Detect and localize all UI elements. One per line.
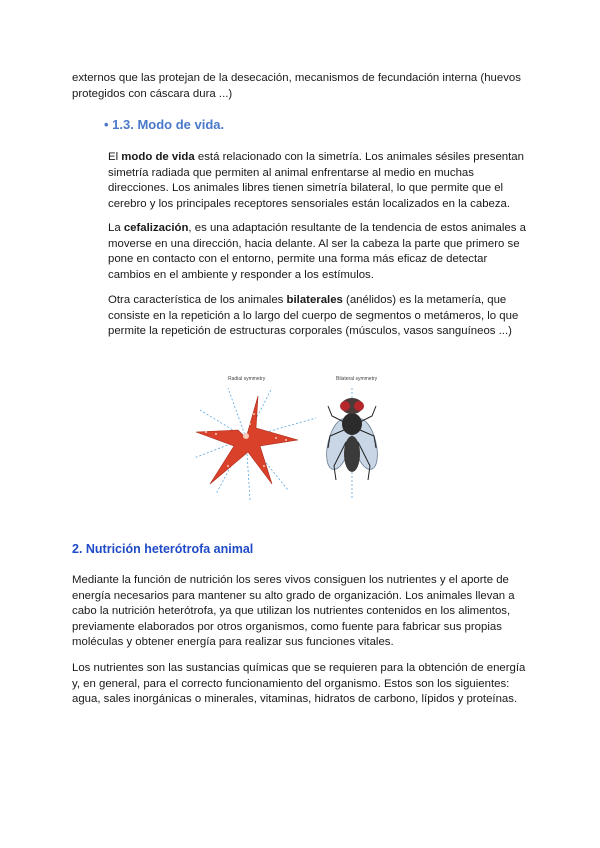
intro-line-1: externos que las protejan de la desecación, mecanismos de fecundación interna (huevos — [72, 72, 521, 84]
intro-line-2: protegidos con cáscara dura ...) — [72, 87, 233, 100]
modo-de-vida-term: modo de vida — [121, 151, 195, 163]
fly-icon — [322, 388, 382, 500]
starfish-icon — [194, 388, 316, 500]
symmetry-figure — [188, 366, 408, 516]
nutricion-paragraph-2: Los nutrientes son las sustancias químicas que se requieren para la obtención de energía y, en general, para el correcto funcionamiento del organismo. Estos son los siguientes: agua, sales inorgánicas o minerales, vitaminas, hidratos de carbono, lípidos y proteínas. — [72, 662, 526, 706]
intro-text — [72, 71, 532, 102]
radial-symmetry-caption: Radial symmetry — [228, 376, 266, 382]
section-1-3-heading: • 1.3. Modo de vida. — [104, 117, 225, 132]
nutricion-paragraph-1: Mediante la función de nutrición los seres vivos consiguen los nutrientes y el aporte de energía necesarios para mantener su alto grado de organización. Los animales llevan a cabo la nutrición heterótrofa, ya que utilizan los nutrientes contenidos en los alimentos, previamente elaborados por otros organismos, como fuente para fabricar sus propias moléculas y obtener energía para realizar sus funciones vitales. — [72, 574, 515, 649]
bilateral-symmetry-caption: Bilateral symmetry — [336, 376, 378, 382]
cefalizacion-term: cefalización — [123, 222, 189, 234]
cefalizacion-paragraph: La cefalización, es una adaptación resultante de la tendencia de estos animales a moverse en una dirección, hacia delante. Al ser la cabeza la parte que primero se pone en contacto con el entorno, permite una forma más eficaz de detectar cambios en el ambiente y responder a los estímulos. — [108, 222, 526, 281]
modo-de-vida-paragraph: El modo de vida está relacionado con la simetría. Los animales sésiles presentan simetría radiada que permiten al animal enfrentarse al medio en muchas direcciones. Los animales libres tienen simetría bilateral, lo que permite que el cerebro y los principales receptores sensoriales están localizados en la cabeza. — [108, 151, 524, 210]
section-2-heading: 2. Nutrición heterótrofa animal — [72, 542, 254, 556]
symmetry-illustration — [188, 366, 408, 516]
bilaterales-paragraph: Otra característica de los animales bilaterales (anélidos) es la metamería, que consiste en la repetición a lo largo del cuerpo de segmentos o metámeros, lo que permite la repetición de estructuras corporales (músculos, vasos sanguíneos ...) — [108, 294, 519, 338]
bilaterales-term: bilaterales — [286, 294, 343, 306]
